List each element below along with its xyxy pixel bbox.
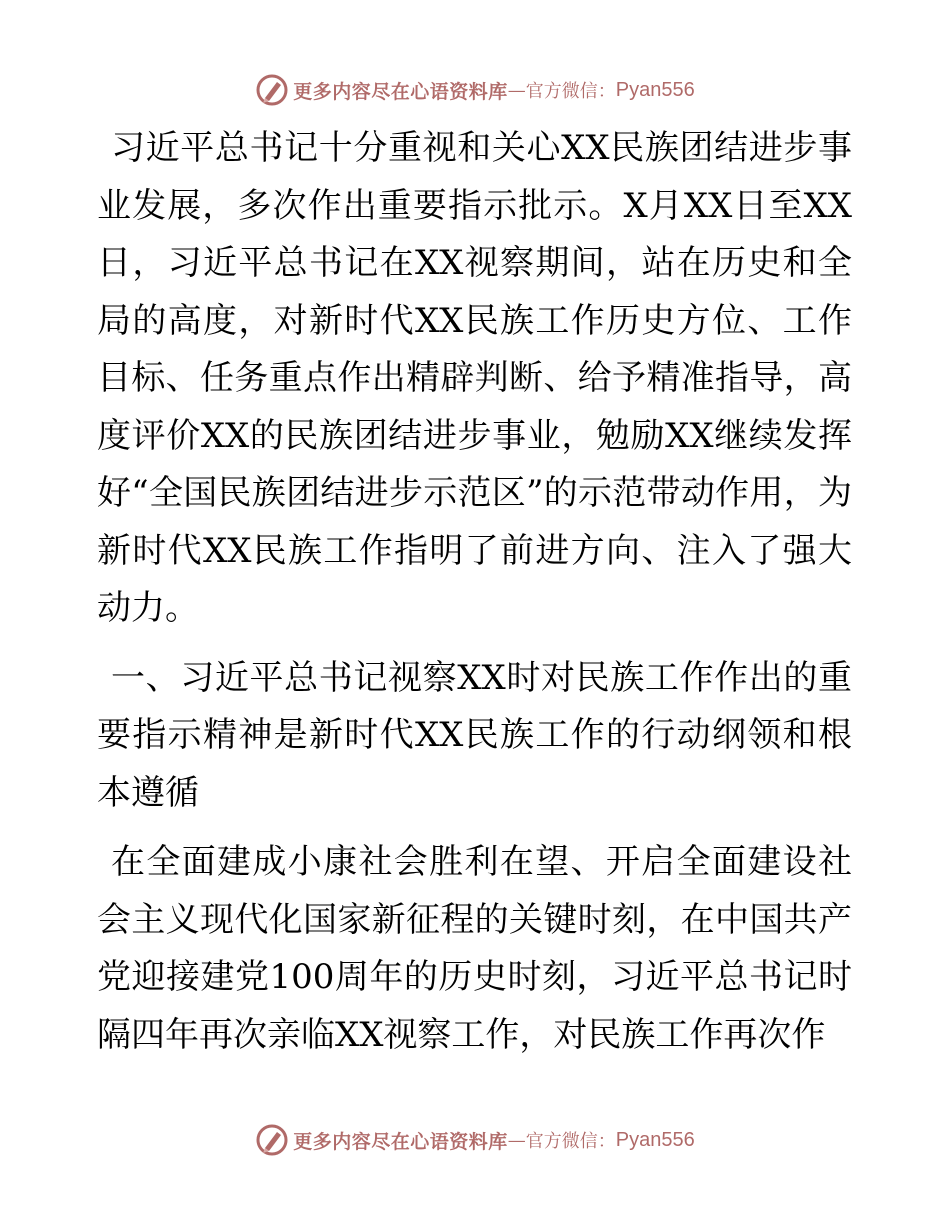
watermark-header xyxy=(0,70,950,110)
watermark-footer xyxy=(0,1120,950,1160)
watermark-wechat-id: Pyan556 xyxy=(615,1128,695,1151)
watermark-wechat-label: 官方微信： xyxy=(525,81,616,102)
paragraph-section-1: 在全面建成小康社会胜利在望、开启全面建设社会主义现代化国家新征程的关键时刻，在中国共产党迎接建党100周年的历史时刻，习近平总书记时隔四年再次亲临XX视察工作，对民族工作再次作 xyxy=(97,842,852,1055)
pen-logo-icon xyxy=(255,1123,289,1157)
paragraph-intro: 习近平总书记十分重视和关心XX民族团结进步事业发展，多次作出重要指示批示。X月XX日至XX日，习近平总书记在XX视察期间，站在历史和全局的高度，对新时代XX民族工作历史方位、工作目标、任务重点作出精辟判断、给予精准指导，高度评价XX的民族团结进步事业，勉励XX继续发挥好“全国民族团结进步示范区”的示范带动作用，为新时代XX民族工作指明了前进方向、注入了强大动力。 xyxy=(97,128,852,628)
watermark-wechat-id: Pyan556 xyxy=(615,78,695,101)
pen-logo-icon xyxy=(255,73,289,107)
watermark-text: 更多内容尽在心语资料库 xyxy=(293,1130,508,1153)
section-heading-1: 一、习近平总书记视察XX时对民族工作作出的重要指示精神是新时代XX民族工作的行动纲领和根本遵循 xyxy=(97,657,852,813)
watermark-separator: — xyxy=(507,79,526,101)
document-body xyxy=(97,120,852,1076)
watermark-wechat-label: 官方微信： xyxy=(525,1131,616,1152)
watermark-separator: — xyxy=(507,1129,526,1151)
watermark-text: 更多内容尽在心语资料库 xyxy=(293,80,508,103)
